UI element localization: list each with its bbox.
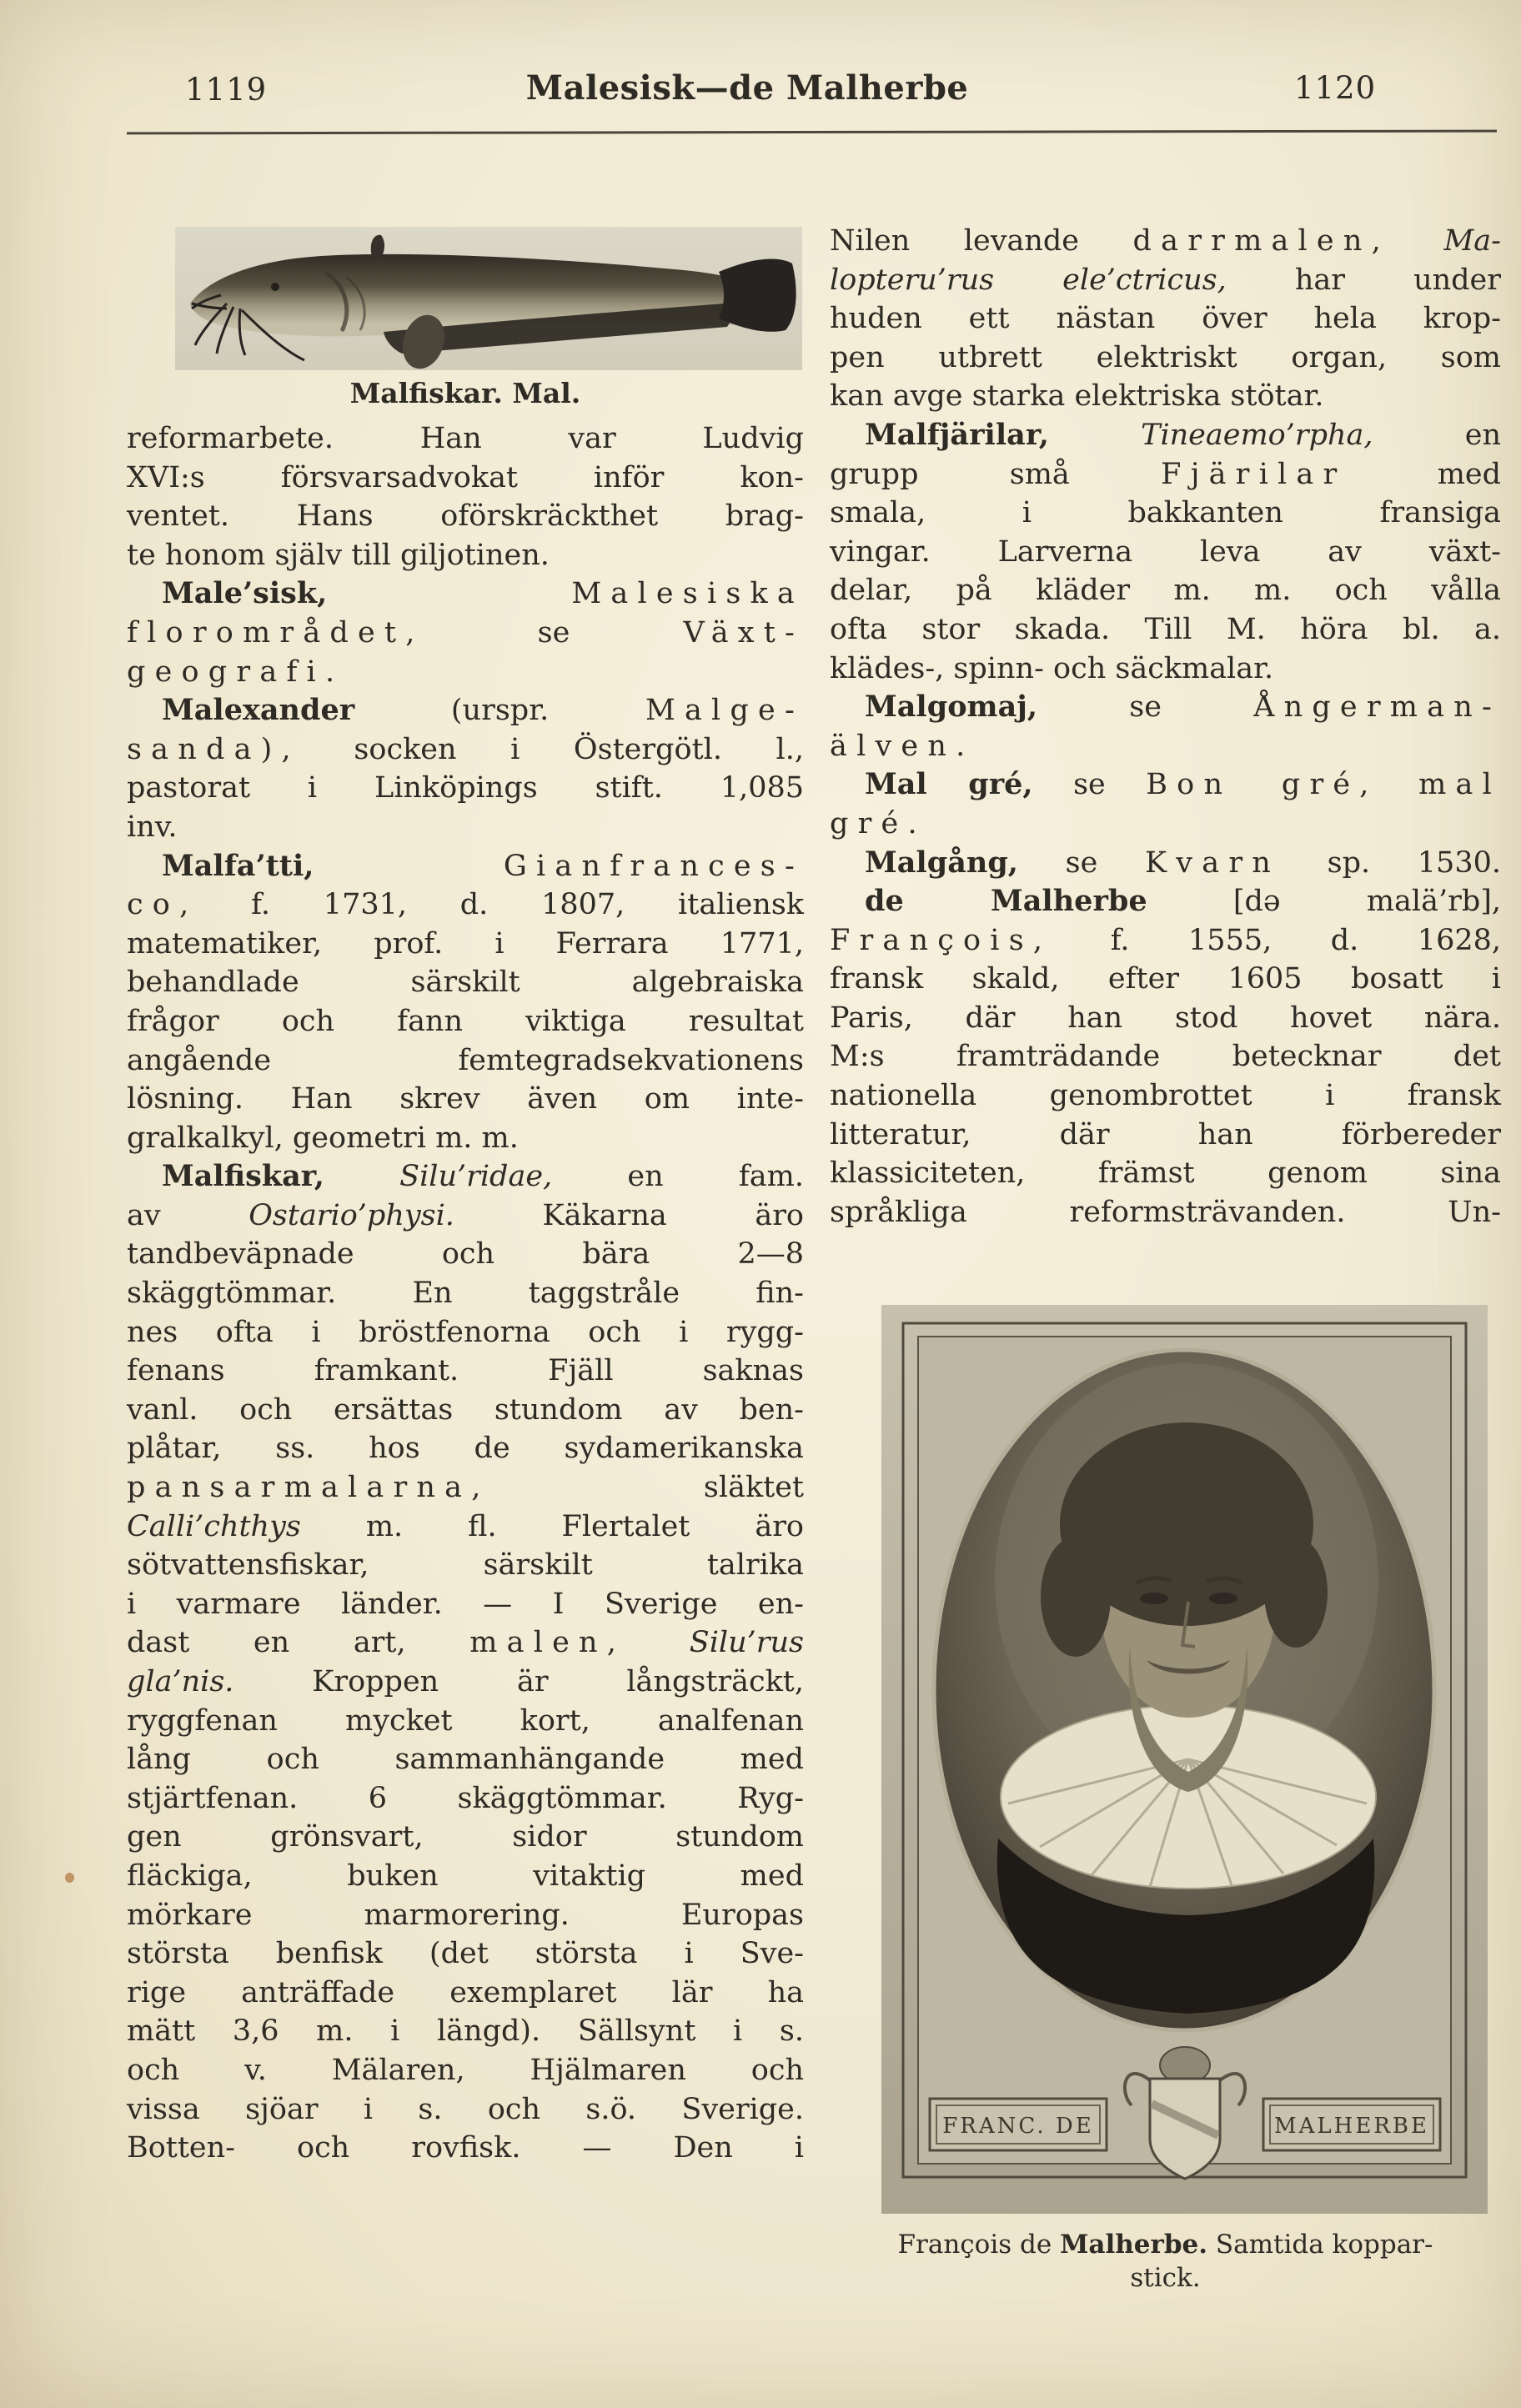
headword-text: Malfa’tti, [162, 848, 314, 883]
body-text: med [1346, 457, 1501, 491]
body-text: klassiciteten, främst genom sina [830, 1156, 1501, 1191]
plaque-right-text: MALHERBE [1274, 2114, 1429, 2139]
text-line [127, 1623, 804, 1663]
plaque-left-text: FRANC. DE [942, 2114, 1094, 2139]
body-text: se [1017, 845, 1145, 880]
body-text: f. 1555, d. 1628, [1052, 923, 1501, 957]
text-line [830, 416, 1501, 455]
text-line [830, 571, 1501, 610]
body-text: se [424, 615, 684, 650]
text-line [127, 1857, 804, 1896]
text-line [127, 1196, 804, 1236]
ruff-collar [1001, 1705, 1376, 1889]
body-text: gralkalkyl, geometri m. m. [127, 1121, 519, 1155]
text-line [127, 1508, 804, 1547]
text-line [830, 299, 1501, 339]
text-line [830, 1037, 1501, 1076]
body-text: litteratur, där han förbereder [830, 1117, 1501, 1151]
body-text: största benfisk (det största i Sve- [127, 1937, 804, 1971]
body-text: ryggfenan mycket kort, analfenan [127, 1703, 804, 1738]
malherbe-portrait-engraving [881, 1305, 1488, 2214]
body-text: släktet [489, 1471, 804, 1505]
body-text: Calli’chthys [127, 1509, 301, 1543]
headword-text: Malfjärilar, [865, 417, 1049, 452]
body-text: nationella genombrottet i fransk [830, 1079, 1501, 1113]
body-text: angående femtegradsekvationens [127, 1043, 804, 1077]
body-text: kan avge starka elektriska stötar. [830, 379, 1324, 414]
body-text: frågor och fann viktiga resultat [127, 1004, 804, 1038]
body-text: en fam. [552, 1160, 804, 1194]
body-text: (urspr. [354, 694, 645, 728]
body-text: malen, [469, 1626, 626, 1660]
body-text: dast en art, [127, 1626, 470, 1660]
hair-curl-right [1264, 1538, 1328, 1648]
text-line [127, 1974, 804, 2013]
portrait-caption [830, 2228, 1501, 2295]
text-line [127, 1585, 804, 1624]
body-text: lång och sammanhängande med [127, 1743, 804, 1777]
body-text: Samtida koppar- [1207, 2230, 1433, 2260]
text-line [127, 1235, 804, 1274]
text-line [127, 2129, 804, 2168]
body-text: mörkare marmorering. Europas [127, 1898, 804, 1932]
body-text: Botten- och rovfisk. — Den i [127, 2131, 804, 2165]
text-line [127, 1352, 804, 1391]
text-line [127, 536, 804, 575]
catfish-eye [271, 283, 279, 291]
text-line [830, 650, 1501, 689]
headword-text: Malgomaj, [865, 690, 1038, 725]
text-line [830, 1154, 1501, 1193]
text-line [127, 614, 804, 653]
text-line [127, 1468, 804, 1508]
body-text: Tineaemo’rpha, [1048, 418, 1373, 452]
body-text: fransk skald, efter 1605 bosatt i [830, 962, 1501, 996]
text-line [830, 610, 1501, 650]
body-text: François de [897, 2230, 1061, 2260]
body-text: behandlade särskilt algebraiska [127, 966, 804, 1000]
text-line [830, 494, 1501, 533]
body-text: har under [1226, 263, 1501, 297]
text-line [830, 1076, 1501, 1116]
paper-speck [65, 1873, 74, 1883]
text-line [830, 688, 1501, 727]
body-text: vanl. och ersättas stundom av ben- [127, 1392, 804, 1427]
body-text [1378, 768, 1418, 801]
body-text [327, 577, 571, 610]
body-text: se [1037, 690, 1254, 725]
body-text: socken i Östergötl. l., [299, 732, 804, 766]
body-text: sötvattensfiskar, särskilt talrika [127, 1548, 804, 1583]
body-text: vingar. Larverna leva av växt- [830, 534, 1501, 569]
body-text: smala, i bakkanten fransiga [830, 496, 1501, 530]
body-text: klädes-, spinn- och säckmalar. [830, 651, 1274, 685]
body-text: älven. [830, 729, 975, 763]
body-text: Bon gré, [1146, 768, 1378, 802]
headword-text: Malherbe. [1060, 2230, 1208, 2260]
body-text: se [1032, 768, 1147, 802]
body-text: gen grönsvart, sidor stundom [127, 1820, 804, 1854]
body-text: florområdet, [127, 615, 424, 650]
body-text: gré. [830, 806, 926, 840]
body-text: fläckiga, buken vitaktig med [127, 1859, 804, 1893]
body-text: ofta stor skada. Till M. höra bl. a. [830, 612, 1501, 646]
text-line [830, 765, 1501, 805]
text-line [127, 459, 804, 498]
body-text [625, 1626, 690, 1659]
text-line [830, 844, 1501, 883]
body-text: delar, på kläder m. m. och vålla [830, 574, 1501, 608]
body-text: plåtar, ss. hos de sydamerikanska [127, 1432, 804, 1466]
body-text: Gianfrances- [503, 849, 804, 883]
headword-text: Malgång, [865, 845, 1018, 880]
text-line [127, 2090, 804, 2130]
page-number-left: 1119 [185, 72, 268, 108]
body-text: darrmalen, [1132, 224, 1390, 258]
body-text: Silu’rus [689, 1626, 804, 1660]
body-text: ventet. Hans oförskräckthet brag- [127, 499, 804, 534]
body-text [1390, 224, 1444, 258]
catfish-photo [175, 227, 802, 370]
body-text: grupp små [830, 457, 1162, 491]
text-line [127, 1429, 804, 1468]
body-text: Växt- [683, 615, 804, 650]
text-line [127, 419, 804, 459]
catfish-caption: Malfiskar. Mal. [349, 377, 581, 409]
text-line [127, 1080, 804, 1119]
text-line [830, 2228, 1501, 2261]
text-line [830, 999, 1501, 1038]
text-line [127, 2051, 804, 2090]
name-plaque-left [930, 2099, 1107, 2150]
text-line [127, 1041, 804, 1081]
text-line [127, 1002, 804, 1041]
body-text: lösning. Han skrev även om inte- [127, 1082, 804, 1116]
text-line [830, 1116, 1501, 1155]
body-text: co, [127, 888, 198, 922]
text-line [830, 960, 1501, 999]
text-line [127, 925, 804, 964]
body-text: fenans framkant. Fjäll saknas [127, 1354, 804, 1388]
body-text: av [127, 1198, 249, 1232]
text-line [127, 1934, 804, 1974]
body-text: språkliga reformsträvanden. Un- [830, 1195, 1501, 1229]
text-line [830, 805, 1501, 844]
body-text: geografi. [127, 655, 344, 689]
text-line [127, 730, 804, 770]
text-line [830, 1193, 1501, 1232]
body-text: sanda), [127, 732, 300, 766]
text-line [127, 1313, 804, 1352]
body-text: och v. Mälaren, Hjälmaren och [127, 2053, 804, 2087]
body-text: skäggtömmar. En taggstråle fin- [127, 1277, 804, 1311]
text-line [830, 2261, 1501, 2295]
headword-text: Malexander [162, 693, 355, 728]
text-line [127, 1740, 804, 1779]
body-text: nes ofta i bröstfenorna och i rygg- [127, 1315, 804, 1349]
text-line [127, 847, 804, 886]
malherbe-portrait-figure [881, 1305, 1488, 2214]
body-text: tandbeväpnade och bära 2—8 [127, 1237, 804, 1272]
body-text: Paris, där han stod hovet nära. [830, 1001, 1501, 1035]
body-text: [də malä’rb], [1147, 885, 1501, 919]
text-line [127, 808, 804, 847]
body-text: m. fl. Flertalet äro [300, 1509, 804, 1543]
body-text: Ostario’physi. [248, 1198, 454, 1232]
body-text: François, [830, 923, 1052, 957]
body-text: sp. 1530. [1280, 845, 1501, 880]
body-text: Ångerman- [1253, 690, 1501, 725]
text-line [830, 882, 1501, 921]
text-line [127, 1702, 804, 1741]
body-text: Fjärilar [1161, 457, 1347, 491]
name-plaque-right [1263, 2099, 1440, 2150]
body-text: Kvarn [1144, 845, 1281, 880]
text-line [127, 1663, 804, 1702]
body-text: inv. [127, 810, 178, 844]
body-text: stick. [1130, 2263, 1201, 2293]
catfish-figure [175, 227, 802, 370]
text-line [830, 455, 1501, 494]
body-text: Malge- [645, 694, 804, 728]
body-text: i varmare länder. — I Sverige en- [127, 1587, 804, 1621]
text-line [830, 222, 1501, 261]
body-text: matematiker, prof. i Ferrara 1771, [127, 926, 804, 961]
body-text: pen utbrett elektriskt organ, som [830, 340, 1501, 374]
body-text: M:s framträdande betecknar det [830, 1040, 1501, 1074]
body-text: Silu’ridae, [324, 1160, 553, 1194]
body-text: en [1373, 418, 1501, 452]
body-text: stjärtfenan. 6 skäggtömmar. Ryg- [127, 1781, 804, 1815]
body-text: pastorat i Linköpings stift. 1,085 [127, 771, 804, 805]
text-line [127, 1119, 804, 1158]
body-text: te honom själv till giljotinen. [127, 538, 550, 572]
body-text: Käkarna äro [454, 1198, 804, 1232]
body-text: Ma- [1443, 224, 1501, 258]
text-line [127, 885, 804, 925]
catfish-tail-fin [719, 259, 796, 332]
header-title: Malesisk—de Malherbe [525, 68, 969, 108]
text-line [127, 963, 804, 1002]
body-text: reformarbete. Han var Ludvig [127, 422, 804, 455]
text-line [127, 691, 804, 730]
body-text: pansarmalarna, [127, 1471, 490, 1505]
body-text: lopteru’rus ele’ctricus, [830, 263, 1227, 297]
body-text: gla’nis. [127, 1665, 234, 1698]
text-line [127, 2012, 804, 2051]
text-line [830, 727, 1501, 766]
body-text: Nilen levande [830, 224, 1133, 258]
body-text: XVI:s försvarsadvokat inför kon- [127, 460, 804, 494]
body-text: mätt 3,6 m. i längd). Sällsynt i s. [127, 2014, 804, 2049]
body-text: vissa sjöar i s. och s.ö. Sverige. [127, 2092, 804, 2126]
headword-text: Malfiskar, [162, 1159, 324, 1194]
text-line [127, 1546, 804, 1585]
body-text [314, 850, 503, 883]
text-line [127, 1818, 804, 1857]
hair-curl-left [1041, 1537, 1111, 1657]
text-line [127, 1274, 804, 1313]
page-number-right: 1120 [1294, 70, 1377, 106]
text-line [830, 533, 1501, 572]
headword-text: Male’sisk, [162, 576, 328, 611]
body-text: mal [1418, 768, 1501, 802]
left-column [127, 419, 804, 2168]
body-text: Malesiska [571, 577, 804, 611]
body-text: Kroppen är långsträckt, [233, 1665, 804, 1698]
headword-text: de Malherbe [865, 884, 1147, 919]
header-rule [127, 130, 1497, 135]
text-line [830, 339, 1501, 378]
text-line [127, 653, 804, 692]
body-text: rige anträffade exemplaret lär ha [127, 1975, 804, 2009]
body-text: f. 1731, d. 1807, italiensk [198, 888, 804, 922]
text-line [127, 1779, 804, 1819]
text-line [830, 261, 1501, 300]
text-line [127, 574, 804, 614]
body-text: huden ett nästan över hela krop- [830, 302, 1501, 336]
headword-text: Mal gré, [865, 767, 1033, 802]
right-column [830, 222, 1501, 1232]
text-line [127, 1157, 804, 1196]
text-line [127, 1896, 804, 1935]
text-line [830, 921, 1501, 961]
text-line [830, 377, 1501, 416]
text-line [127, 497, 804, 536]
text-line [127, 1391, 804, 1430]
text-line [127, 769, 804, 808]
